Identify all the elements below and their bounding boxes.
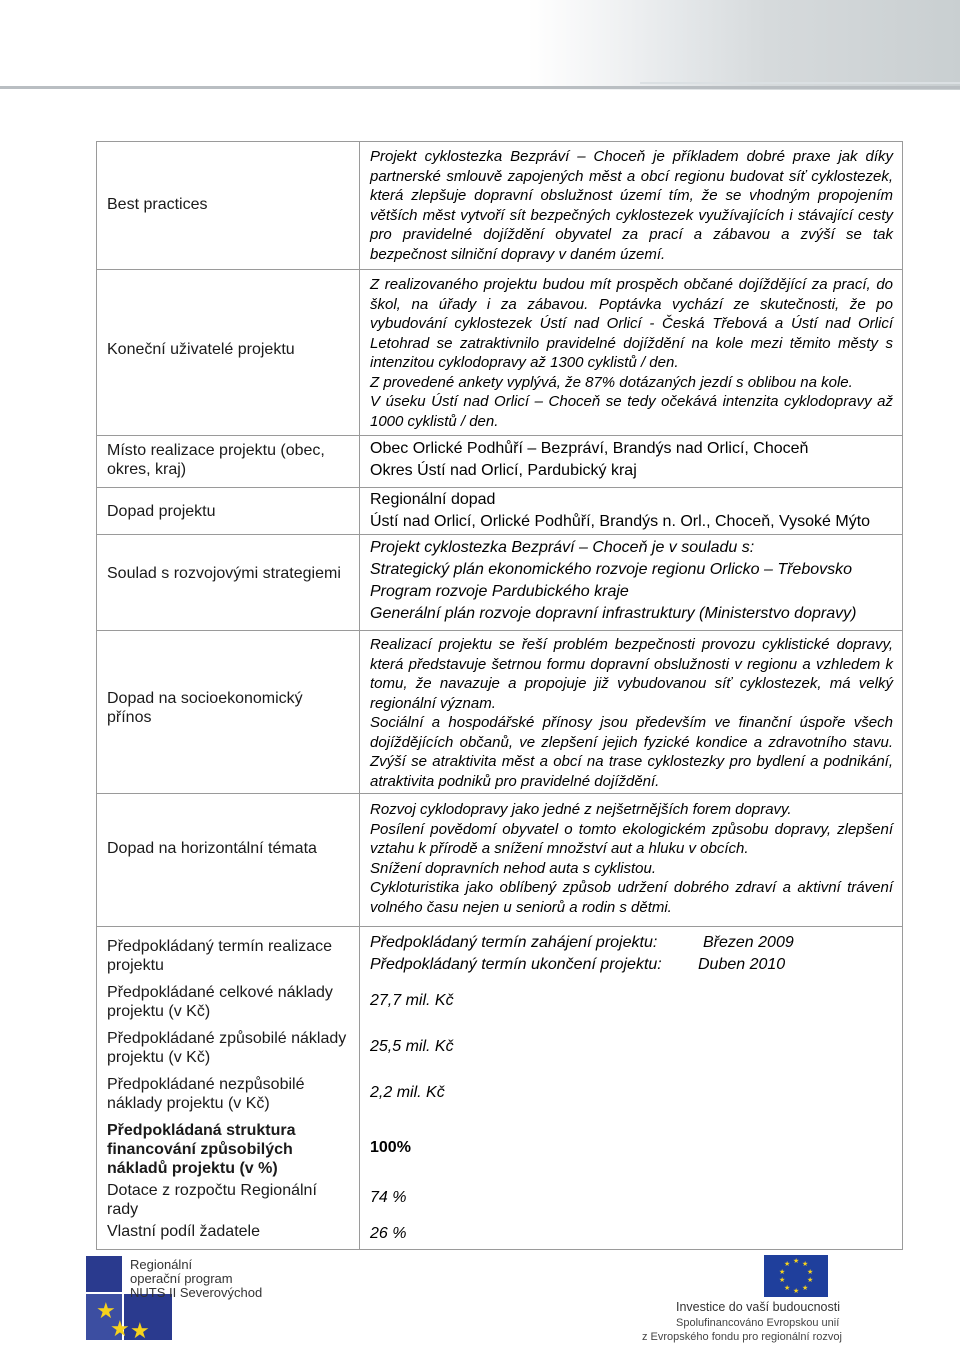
strategies-line-1: Projekt cyklostezka Bezpráví – Choceň je v souladu s: xyxy=(370,539,755,556)
best-practices-text: Projekt cyklostezka Bezpráví – Choceň je příkladem dobré praxe jak díky partnerské smlouvě zapojených měst a obcí regionu budovat síť cyklostezek, která zlepšuje dopravní obslužnost území tím, že se vhodným propojením větších měst vytvoří sít bezpečných cyklostezek využívajících i stávající cesty pro pravidelné dojíždění obyvatel za prací a zábavou a zvýší se tak bezpečnost silniční dopravy v daném území. xyxy=(370,148,893,263)
socioeconomic-text-2: Sociální a hospodářské přínosy jsou především ve finanční úspoře všech dojíždějících občanů, ve zlepšení jejich fyzické kondice a zdravotního stavu. Zvýší se atraktivita měst a obcí na trase cyklostezky pro bydlení a podnikání, atraktivita podniků pro pravidelné dojíždění. xyxy=(370,714,893,790)
rop-logo-text xyxy=(130,1258,262,1300)
horizontal-text-4: Cykloturistika jako oblíbený způsob udržení dobrého zdraví a aktivní trávení volného času nejen u seniorů a rodin s dětmi. xyxy=(370,879,893,916)
row-end-users xyxy=(97,270,903,436)
project-table xyxy=(96,141,903,1250)
label-cell xyxy=(97,631,360,794)
star-icon: ★ xyxy=(110,1316,130,1341)
label-horizontal: Dopad na horizontální témata xyxy=(107,840,317,857)
socioeconomic-text-1: Realizací projektu se řeší problém bezpečnosti provozu cyklistické dopravy, která představuje šetrnou formu dopravní obslužnosti v regionu a vzhledem k tomu, že navazuje a propojuje již vybudovanou síť cyklostezek, má velký regionální význam. xyxy=(370,636,893,712)
row-horizontal xyxy=(97,794,903,927)
row-best-practices xyxy=(97,142,903,270)
label-cell xyxy=(97,535,360,631)
label-cell xyxy=(97,794,360,927)
value-cell xyxy=(360,142,903,270)
label-socioeconomic: Dopad na socioekonomický přínos xyxy=(107,690,303,726)
rop-line-1: Regionální xyxy=(130,1257,193,1272)
eu-flag-icon xyxy=(764,1255,828,1297)
label-cell xyxy=(97,142,360,270)
header-rule-light xyxy=(640,82,960,84)
row-location xyxy=(97,436,903,488)
label-strategies: Soulad s rozvojovými strategiemi xyxy=(107,565,341,582)
label-eligible-costs: Předpokládané způsobilé náklady projektu (v Kč) xyxy=(107,1030,347,1066)
label-total-costs: Předpokládané celkové náklady projektu (v Kč) xyxy=(107,984,333,1020)
funding-structure-value: 100% xyxy=(370,1139,411,1156)
header-photo xyxy=(0,0,960,90)
location-line-2: Okres Ústí nad Orlicí, Pardubický kraj xyxy=(370,462,637,479)
rop-line-2: operační program xyxy=(130,1271,233,1286)
eu-logo-text xyxy=(642,1300,842,1344)
label-end-users: Koneční uživatelé projektu xyxy=(107,341,295,358)
eu-line-2: Spolufinancováno Evropskou unií xyxy=(676,1317,840,1329)
eligible-costs-value: 25,5 mil. Kč xyxy=(370,1038,454,1055)
end-users-text-3: V úseku Ústí nad Orlicí – Choceň se tedy očekává intenzita cyklodopravy až 1000 cyklistů / den. xyxy=(370,393,893,430)
label-grant: Dotace z rozpočtu Regionální rady xyxy=(107,1182,317,1218)
value-cell xyxy=(360,631,903,794)
label-cell xyxy=(97,270,360,436)
eu-stars-icon: ★ ★ ★ ★ ★ ★ ★ ★ ★ ★ xyxy=(779,1258,814,1295)
value-cell xyxy=(360,270,903,436)
location-line-1: Obec Orlické Podhůří – Bezpráví, Brandýs nad Orlicí, Choceň xyxy=(370,440,809,457)
label-cell xyxy=(97,927,360,1250)
term-start xyxy=(370,932,893,954)
impact-line-2: Ústí nad Orlicí, Orlické Podhůří, Brandýs n. Orl., Choceň, Vysoké Mýto xyxy=(370,513,871,530)
label-ineligible-costs: Předpokládané nezpůsobilé náklady projektu (v Kč) xyxy=(107,1076,305,1112)
label-cell xyxy=(97,436,360,488)
strategies-line-4: Generální plán rozvoje dopravní infrastruktury (Ministerstvo dopravy) xyxy=(370,605,857,622)
label-term: Předpokládaný termín realizace projektu xyxy=(107,938,333,974)
value-cell xyxy=(360,535,903,631)
horizontal-text-3: Snížení dopravních nehod auta s cyklistou. xyxy=(370,859,657,877)
end-users-text-1: Z realizovaného projektu budou mít prospěch občané dojíždějící za prací, do škol, na úřady i za zábavou. Poptávka vychází ze skutečnosti, že po vybudování cyklostezek Ústí nad Orlicí - Česká Třebová a Ústí nad Orlicí Letohrad se zatraktivnilo pravidelné dojíždění na kole mezi těmito městy s intenzitou cyklodopravy až 1300 cyklistů / den. xyxy=(370,276,893,371)
value-cell xyxy=(360,927,903,1250)
term-start-label: Předpokládaný termín zahájení projektu: xyxy=(370,934,658,951)
label-own-share: Vlastní podíl žadatele xyxy=(107,1223,260,1240)
end-users-text-2: Z provedené ankety vyplývá, že 87% dotázaných jezdí s oblibou na kole. xyxy=(370,373,853,391)
horizontal-text-1: Rozvoj cyklodopravy jako jedné z nejšetrnějších forem dopravy. xyxy=(370,801,792,818)
total-costs-value: 27,7 mil. Kč xyxy=(370,992,454,1009)
label-funding-structure: Předpokládaná struktura financování způsobilých nákladů projektu (v %) xyxy=(107,1122,296,1177)
label-location: Místo realizace projektu (obec, okres, kraj) xyxy=(107,442,325,478)
eu-line-1: Investice do vaší budoucnosti xyxy=(676,1300,840,1314)
header-rule xyxy=(0,86,960,89)
term-end-value: Duben 2010 xyxy=(698,956,786,973)
star-icon: ★ xyxy=(96,1298,116,1323)
row-impact xyxy=(97,488,903,535)
value-cell xyxy=(360,488,903,535)
label-impact: Dopad projektu xyxy=(107,503,216,520)
rop-logo-mark xyxy=(86,1256,122,1292)
term-start-value: Březen 2009 xyxy=(703,934,794,951)
eu-line-3: z Evropského fondu pro regionální rozvoj xyxy=(642,1331,842,1343)
strategies-line-3: Program rozvoje Pardubického kraje xyxy=(370,583,629,600)
rop-line-3: NUTS II Severovýchod xyxy=(130,1285,263,1300)
strategies-line-2: Strategický plán ekonomického rozvoje regionu Orlicko – Třebovsko xyxy=(370,561,853,578)
ineligible-costs-value: 2,2 mil. Kč xyxy=(370,1084,445,1101)
grant-value: 74 % xyxy=(370,1189,407,1206)
value-cell xyxy=(360,436,903,488)
header-photo-banner xyxy=(0,0,960,90)
term-end-label: Předpokládaný termín ukončení projektu: xyxy=(370,956,662,973)
label-best-practices: Best practices xyxy=(107,196,208,213)
own-share-value: 26 % xyxy=(370,1225,407,1242)
row-socioeconomic xyxy=(97,631,903,794)
impact-line-1: Regionální dopad xyxy=(370,491,496,508)
row-costs xyxy=(97,927,903,1250)
term-end xyxy=(370,954,893,976)
row-strategies xyxy=(97,535,903,631)
star-icon: ★ xyxy=(130,1318,150,1343)
value-cell xyxy=(360,794,903,927)
horizontal-text-2: Posílení povědomí obyvatel o tomto ekologickém způsobu dopravy, zlepšení vztahu k přírodě a snížení množství aut a hluku v obcích. xyxy=(370,820,893,857)
label-cell xyxy=(97,488,360,535)
